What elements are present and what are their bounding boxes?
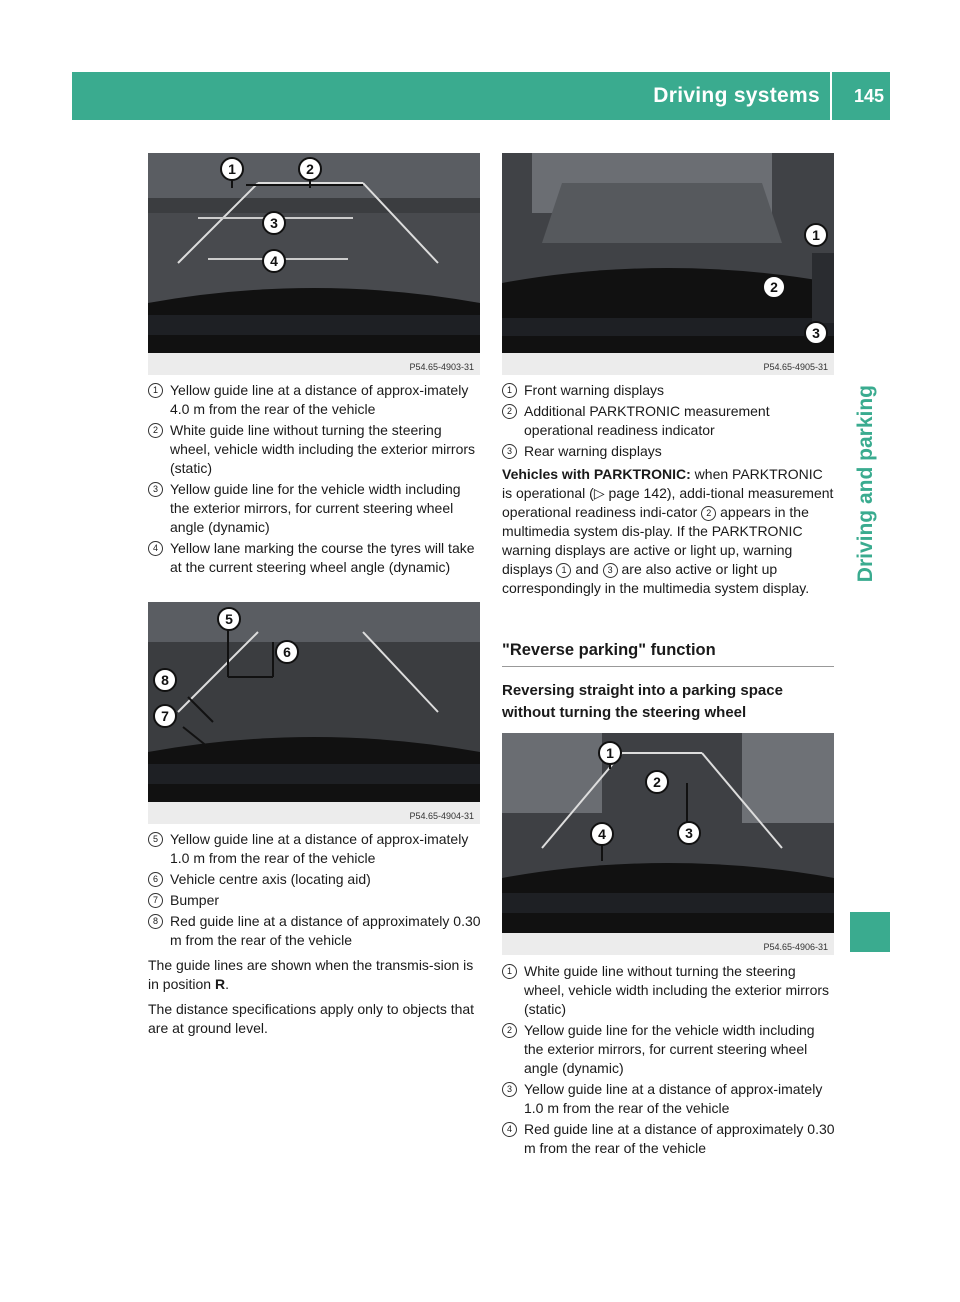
legend-item: 2 White guide line without turning the steering wheel, vehicle width including the exterior mirrors (static) [148,421,483,478]
header-separator [830,72,832,120]
legend-item: 1 White guide line without turning the steering wheel, vehicle width including the exterior mirrors (static) [502,962,837,1019]
svg-text:1: 1 [606,745,614,761]
side-tab [850,120,890,960]
figure-code: P54.65-4906-31 [763,942,828,952]
legend-list-2 [502,381,837,463]
page-number: 145 [853,86,884,106]
distance-paragraph: The distance specifications apply only to objects that are at ground level. [148,1001,475,1036]
subheading: Reversing straight into a parking space without turning the steering wheel [502,682,783,721]
svg-text:2: 2 [306,161,314,177]
legend-item: 5 Yellow guide line at a distance of approx-imately 1.0 m from the rear of the vehicle [148,830,483,868]
svg-text:1: 1 [228,161,236,177]
legend-item: 1 Front warning displays [502,381,837,400]
svg-text:3: 3 [270,215,278,231]
legend-item: 6 Vehicle centre axis (locating aid) [148,870,483,889]
legend-item: 3 Yellow guide line for the vehicle width including the exterior mirrors, for current steering wheel angle (dynamic) [148,480,483,537]
svg-text:2: 2 [770,279,778,295]
side-tab-label: Driving and parking [854,385,877,583]
figure-code: P54.65-4903-31 [409,362,474,372]
header-title: Driving systems [653,84,820,107]
svg-text:2: 2 [653,774,661,790]
legend-item: 7 Bumper [148,891,483,910]
camera-image-3 [148,602,480,824]
parktronic-paragraph: Vehicles with PARKTRONIC: when PARKTRONIC is operational (▷ page 142), addi-tional measurement operational readiness indi-cator 2 appears in the multimedia system dis-play. If the PARKTRONIC warning displays are active or light up, warning displays 1 and 3 are also active or light up correspondingly in the multimedia system display. [502,466,834,596]
side-tab-marker [850,912,890,952]
legend-list-4 [502,962,837,1160]
svg-text:4: 4 [270,253,278,269]
svg-text:5: 5 [225,611,233,627]
camera-image-1 [148,153,480,375]
section-rule [502,666,834,667]
page-header [72,72,890,120]
svg-text:8: 8 [161,672,169,688]
figure-code: P54.65-4905-31 [763,362,828,372]
svg-text:1: 1 [812,227,820,243]
camera-image-4 [502,733,834,955]
legend-item: 3 Rear warning displays [502,442,837,461]
svg-text:3: 3 [685,825,693,841]
legend-list-3 [148,830,483,952]
camera-image-2 [502,153,834,375]
legend-item: 2 Additional PARKTRONIC measurement operational readiness indicator [502,402,837,440]
legend-list-1 [148,381,483,579]
legend-item: 4 Yellow lane marking the course the tyres will take at the current steering wheel angle (dynamic) [148,539,483,577]
legend-item: 1 Yellow guide line at a distance of approx-imately 4.0 m from the rear of the vehicle [148,381,483,419]
legend-item: 2 Yellow guide line for the vehicle width including the exterior mirrors, for current steering wheel angle (dynamic) [502,1021,837,1078]
transmission-paragraph: The guide lines are shown when the transmis-sion is in position R. [148,957,474,992]
svg-text:3: 3 [812,325,820,341]
legend-item: 4 Red guide line at a distance of approximately 0.30 m from the rear of the vehicle [502,1120,837,1158]
section-heading: "Reverse parking" function [502,641,716,659]
legend-item: 8 Red guide line at a distance of approximately 0.30 m from the rear of the vehicle [148,912,483,950]
figure-code: P54.65-4904-31 [409,811,474,821]
legend-item: 3 Yellow guide line at a distance of approx-imately 1.0 m from the rear of the vehicle [502,1080,837,1118]
svg-text:6: 6 [283,644,291,660]
svg-text:4: 4 [598,826,606,842]
svg-text:7: 7 [161,708,169,724]
